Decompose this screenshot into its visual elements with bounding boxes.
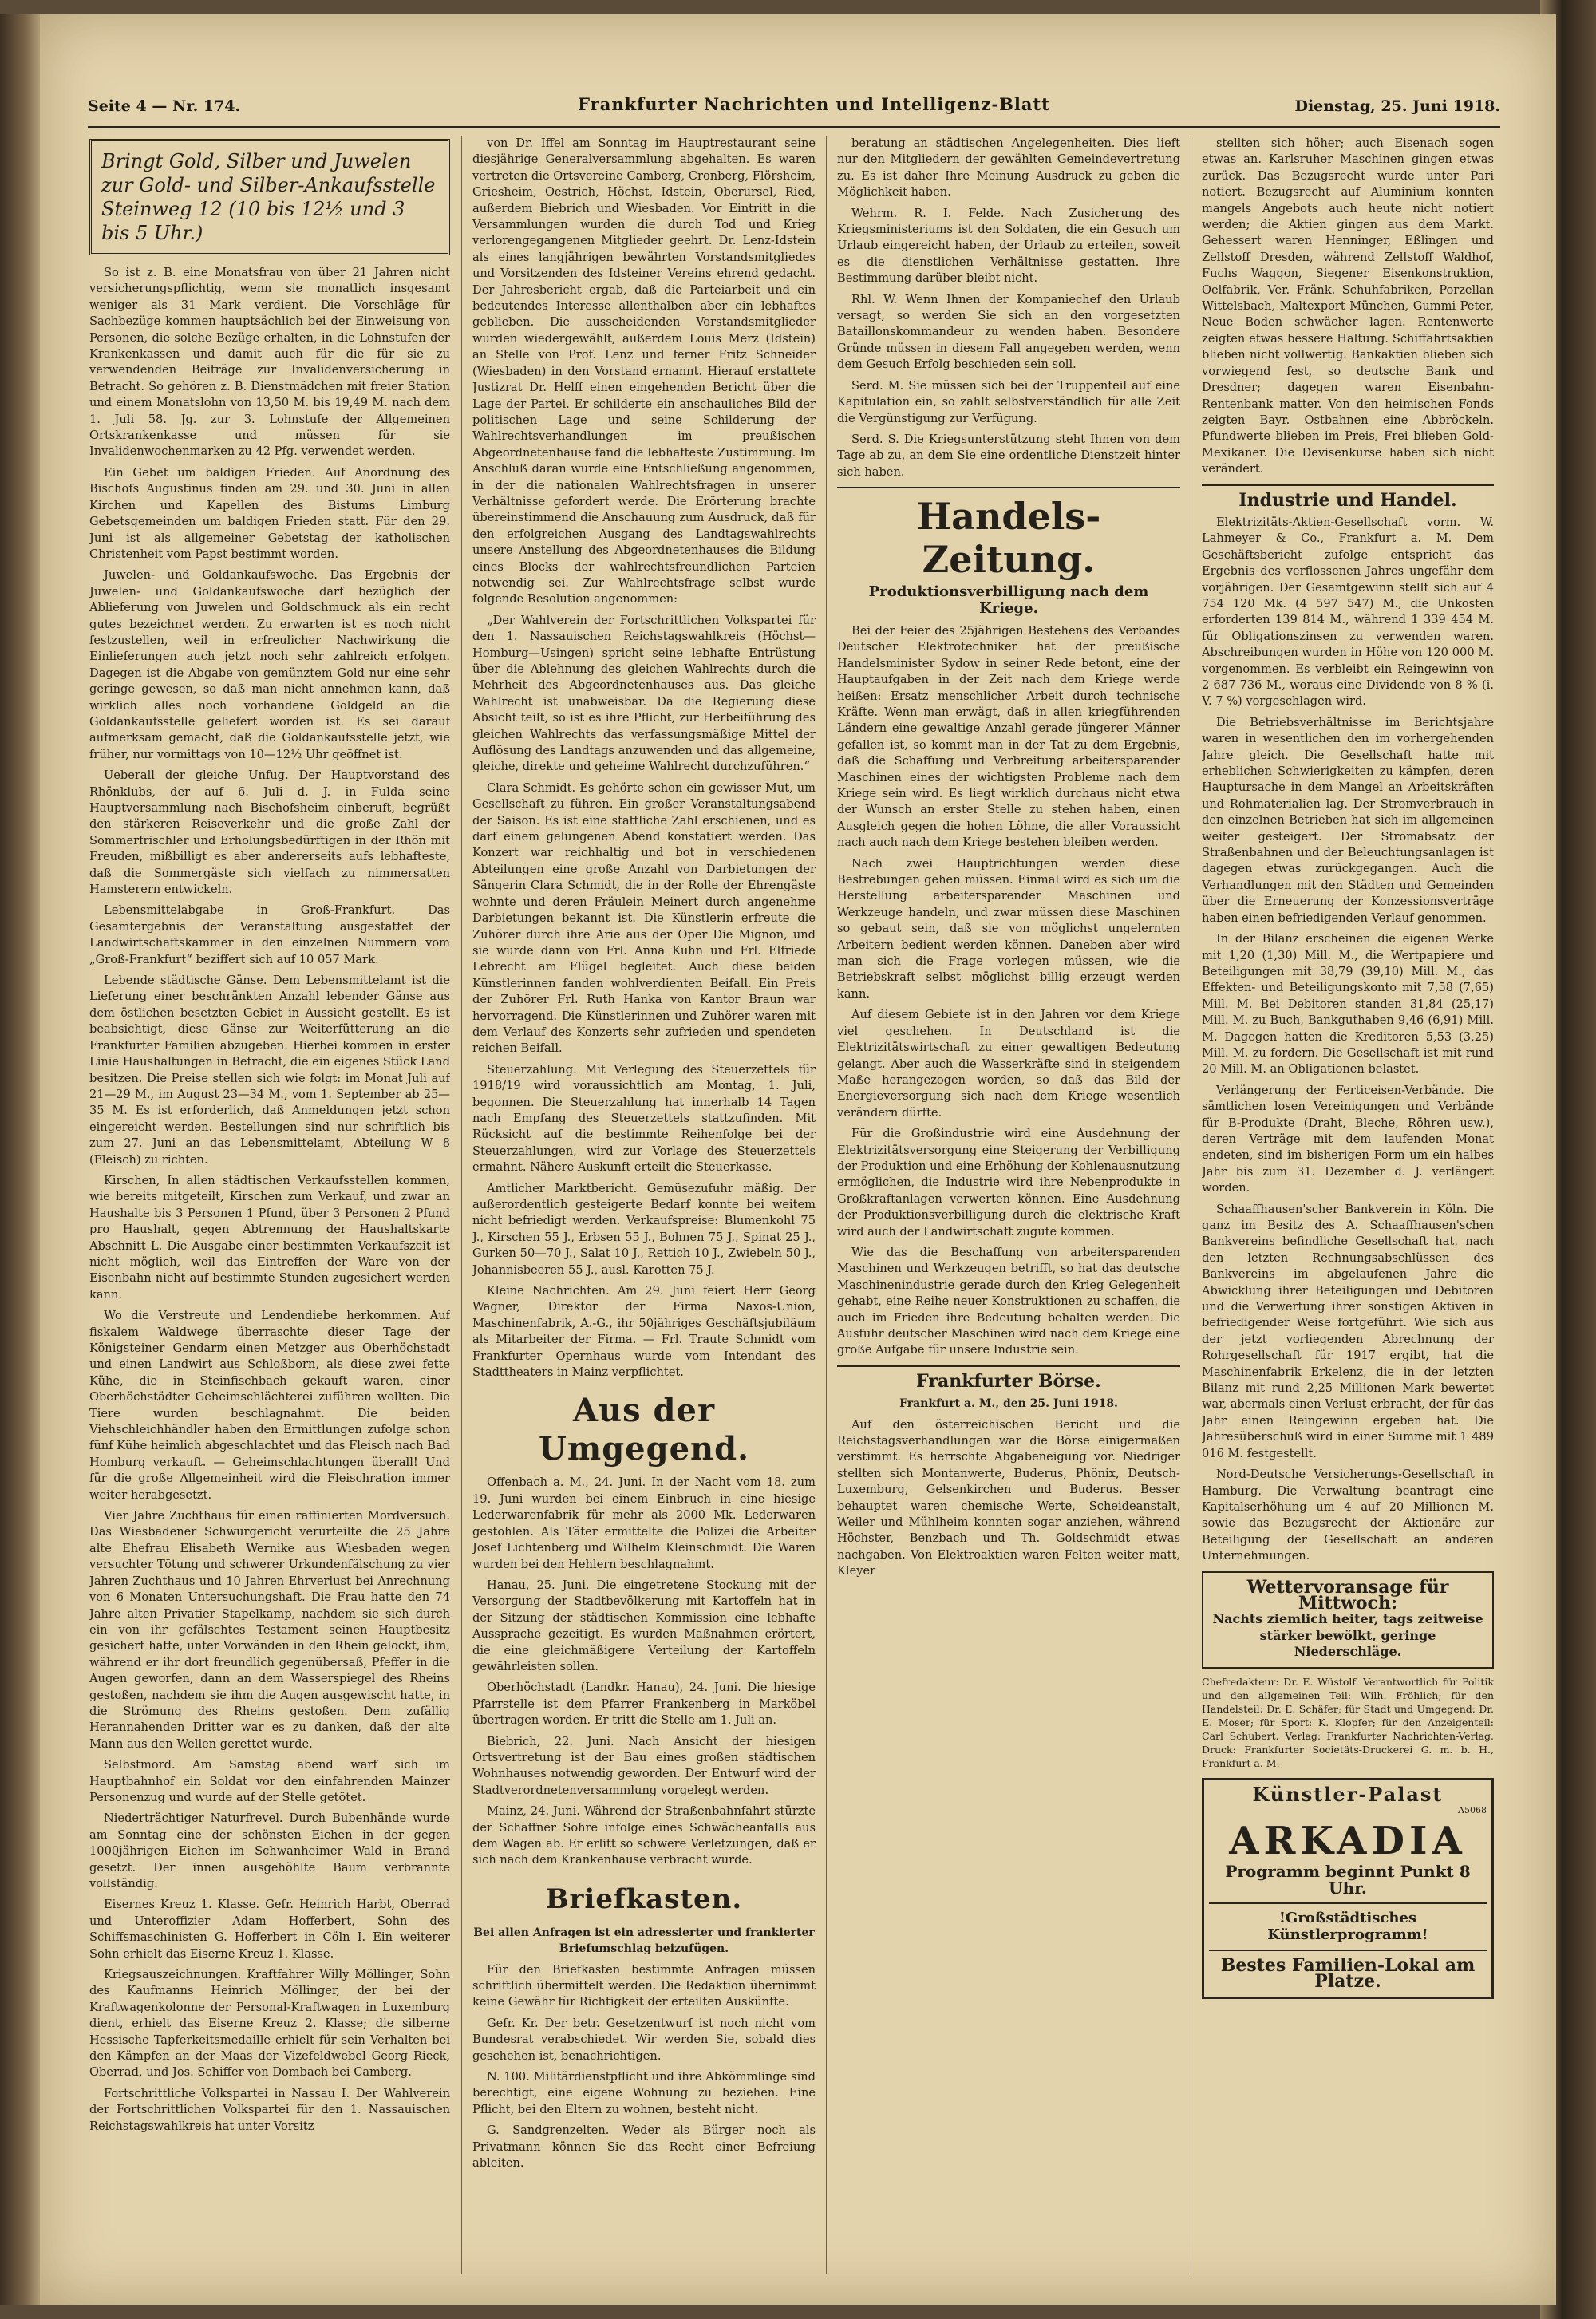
article-paragraph: stellten sich höher; auch Eisenach sogen etwas an. Karlsruher Maschinen gingen etwas zurück. Das Bezugsrecht wurde unter Pari notiert. Bezugsrecht auf Aluminium konnten mangels Angebots auch heute nicht notiert werden; die Aktien gingen aus dem Markt. Gehessert waren Henninger, Eßlingen und Zellstoff Dresden, während Zellstoff Waldhof, Fuchs Waggon, Siegener Eisenkonstruktion, Oelfabrik, Ver. Fränk. Schuhfabriken, Porzellan Wittelsbach, Maltexport München, Gummi Peter, Neue Boden schwächer lagen. Rentenwerte zeigten etwas bessere Haltung. Schiffahrtsaktien blieben nicht vollwertig. Bankaktien blieben sich vorwiegend fest, so deutsche Bank und Dresdner; dagegen waren Eisenbahn-Rentenbank matter. Von den heimischen Fonds zeigten Bayr. Ostbahnen eine Abbröckeln. Pfundwerte blieben im Preis, Frei blieben Gold-Mexikaner. Die Devisenkurse haben sich nicht verändert. — [1202, 136, 1494, 476]
briefkasten-entries — [472, 1962, 816, 2172]
article-paragraph: Selbstmord. Am Samstag abend warf sich im Hauptbahnhof ein Soldat vor den einfahrenden Mainzer Personenzug und wurde auf der Stelle getötet. — [89, 1758, 450, 1804]
article-paragraph: So ist z. B. eine Monatsfrau von über 21 Jahren nicht versicherungspflichtig, wenn sie monatlich insgesamt weniger als 31 Mark verdient. Die Vorschläge für Sachbezüge kommen hauptsächlich bei der Einweisung von Personen, die solche Bezüge erhalten, in die Lohnstufen der Krankenkassen und damit auch für die für sie zu verwendenden Beiträge zur Invalidenversicherung in Betracht. So gehören z. B. Dienstmädchen mit freier Station und einem Monatslohn von 13,50 M. bis 19,49 M. nach dem 1. Juli 58. Jg. zur 3. Lohnstufe der Allgemeinen Ortskrankenkasse und müssen für sie Invalidenwochenmarken zu 42 Pfg. verwendet werden. — [89, 266, 450, 459]
article-paragraph: Vier Jahre Zuchthaus für einen raffinierten Mordversuch. Das Wiesbadener Schwurgericht verurteilte die 25 Jahre alte Ehefrau Elisabeth Wernike aus Wiesbaden wegen versuchter Tötung und schwerer Urkundenfälschung zu vier Jahren Zuchthaus und 10 Jahren Ehrverlust bei Anrechnung von 6 Monaten Untersuchungshaft. Die Frau hatte den 74 Jahre alten Privatier Stapelkamp, nachdem sie sich durch ein von ihr gefälschtes Testament seinen Hauptbesitz gesichert hatte, unter Vorwänden in den Rhein gelockt, ihm, während er ihr dort freundlich gegenübersaß, Pfeffer in die Augen geworfen, dann an dem Wasserspiegel des Rheins gestoßen, nachdem sie ihm die Augen ausgewischt hatte, in die Strömung des Rheins gestoßen. Dem zufällig Herannahenden Dritter war es zu danken, daß der alte Mann aus den Wellen gerettet wurde. — [89, 1509, 450, 1751]
article-paragraph: Serd. M. Sie müssen sich bei der Truppenteil auf eine Kapitulation ein, so zahlt selbstverständlich für alle Zeit die Vergünstigung zur Verfügung. — [837, 378, 1180, 425]
arkadia-line4: !Großstädtisches Künstlerprogramm! — [1267, 1910, 1428, 1943]
article-paragraph: Für den Briefkasten bestimmte Anfragen müssen schriftlich übermittelt werden. Die Redaktion übernimmt keine Gewähr für Richtigkeit der erteilten Auskünfte. — [472, 1962, 816, 2009]
imprint: Chefredakteur: Dr. E. Wüstolf. Verantwortlich für Politik und den allgemeinen Teil: Wilh. Fröhlich; für den Handelsteil: Dr. E. Schäfer; für Stadt und Umgegend: Dr. E. Moser; für Sport: K. Klopfer; für den Anzeigenteil: Carl Schubert. Verlag: Frankfurter Nachrichten-Verlag. Druck: Frankfurter Societäts-Druckerei G. m. b. H., Frankfurt a. M. — [1202, 1675, 1494, 1769]
arkadia-program: Programm beginnt Punkt 8 Uhr. — [1225, 1862, 1471, 1898]
article-paragraph: Wo die Verstreute und Lendendiebe herkommen. Auf fiskalem Waldwege überraschte dieser Tage der Königsteiner Gendarm einen Metzger aus Oberhöchstadt und einen Landwirt aus Schloßborn, als diese zwei fette Kühe, die in Steinfischbach gekauft waren, einer Oberhöchstädter Geheimschlächterei zuführen wollten. Die Tiere wurden beschlagnahmt. Die beiden Viehschleichhändler haben den Ermittlungen zufolge schon fünf Kühe heimlich abgeschlachtet und das Fleisch nach Bad Homburg verkauft. — Geheimschlachtungen überall! Und für die große Allgemeinheit wird die Fleischration immer weiter herabgesetzt. — [89, 1309, 450, 1502]
article-paragraph: N. 100. Militärdienstpflicht und ihre Abkömmlinge sind berechtigt, eine eigene Wohnung zu beziehen. Eine Pflicht, bei den Eltern zu wohnen, besteht nicht. — [472, 2070, 816, 2116]
article-paragraph: Elektrizitäts-Aktien-Gesellschaft vorm. W. Lahmeyer & Co., Frankfurt a. M. Dem Geschäftsbericht zufolge entspricht das Ergebnis des verflossenen Jahres ungefähr dem vorjährigen. Der Gesamtgewinn stellt sich auf 4 754 120 Mk. (4 597 547) M., die Unkosten erforderten 139 814 M., während 1 339 454 M. für Obligationszinsen zu verwenden waren. Abschreibungen wurden in Höhe von 120 000 M. vorgenommen. Es verbleibt ein Reingewinn von 2 687 736 M., woraus eine Dividende von 8 % (i. V. 7 %) vorgeschlagen wird. — [1202, 515, 1494, 709]
article-paragraph: Rhl. W. Wenn Ihnen der Kompaniechef den Urlaub versagt, so werden Sie sich an den vorgesetzten Bataillonskommandeur zu wenden haben. Besondere Gründe müssen in diesem Fall angegeben werden, wenn dem Gesuch Erfolg beschieden sein soll. — [837, 292, 1180, 372]
page-header — [88, 94, 1500, 126]
gold-ad-text: Bringt Gold, Silber und Juwelen zur Gold- und Silber-Ankaufsstelle Steinweg 12 (10 bis 12½ und 3 bis 5 Uhr.) — [101, 150, 436, 244]
article-paragraph: Offenbach a. M., 24. Juni. In der Nacht vom 18. zum 19. Juni wurden bei einem Einbruch in eine hiesige Lederwarenfabrik für mehr als 2000 Mk. Lederwaren gestohlen. Als Täter ermittelte die Polizei die Arbeiter Josef Lichtenberg und Wilhelm Kleinschmidt. Die Waren wurden bei den Hehlern beschlagnahmt. — [472, 1476, 816, 1571]
column-2-articles-bottom — [472, 1475, 816, 1868]
column-3 — [837, 136, 1180, 2282]
divider — [837, 487, 1180, 488]
arkadia-line1: Künstler-Palast — [1252, 1782, 1444, 1806]
article-paragraph: von Dr. Iffel am Sonntag im Hauptrestaurant seine diesjährige Generalversammlung abgehalten. Es waren vertreten die Ortsvereine Camberg, Cronberg, Flörsheim, Griesheim, Oestrich, Höchst, Idstein, Oberursel, Ried, außerdem Biebrich und Wiesbaden. Vor Eintritt in die Versammlungen wurden die durch Tod und Krieg verlorengegangenen Mitglieder geehrt. Dr. Lenz-Idstein als eines langjährigen bewährten Vorstandsmitgliedes und Vorsitzenden des Idsteiner Vereins ehrend gedacht. Der Jahresbericht ergab, daß die Parteiarbeit und ein bedeutendes Interesse allenthalben aber ein lebhaftes geblieben. Die ausscheidenden Vorstandsmitglieder wurden wiedergewählt, außerdem Louis Merz (Idstein) an Stelle von Prof. Lenz und ferner Fritz Schneider (Wiesbaden) in den Vorstand ernannt. Hierauf erstattete Justizrat Dr. Helff einen eingehenden Bericht über die Lage der Partei. Er schilderte ein anschauliches Bild der politischen Lage und seine Schilderung der Wahlrechtsverhandlungen im preußischen Abgeordnetenhause fand die lebhafteste Zustimmung. Im Anschluß daran wurde eine Entschließung angenommen, in der die nationalen Wahlrechtsfragen in unserer Verhältnisse gefordert werde. Die Erörterung brachte übereinstimmend die Anschauung zum Ausdruck, daß für den erfolgreichen Ausgang des Landtagswahlrechts unsere Anstellung des Abgeordnetenhauses die Bildung eines Blocks der wahlrechtsfreundlichen Parteien notwendig sei. Zur Wahlrechtsfrage selbst wurde folgende Resolution angenommen: — [472, 136, 816, 606]
boerse-report — [837, 1417, 1180, 1580]
header-rule — [88, 126, 1500, 128]
article-paragraph: Amtlicher Marktbericht. Gemüsezufuhr mäßig. Der außerordentlich gesteigerte Bedarf konnte bei weitem nicht befriedigt werden. Verkaufspreise: Blumenkohl 75 J., Kirschen 55 J., Erbsen 55 J., Bohnen 75 J., Spinat 25 J., Gurken 50—70 J., Salat 10 J., Rettich 10 J., Zwiebeln 50 J., Johannisbeeren 55 J., ausl. Karotten 75 J. — [472, 1181, 816, 1277]
briefkasten-note: Bei allen Anfragen ist ein adressierter und frankierter Briefumschlag beizufügen. — [473, 1926, 815, 1956]
column-4-articles-mid — [1202, 515, 1494, 1462]
section-title-briefkasten: Briefkasten. — [545, 1882, 743, 1915]
article-paragraph: Mainz, 24. Juni. Während der Straßenbahnfahrt stürzte der Schaffner Sohre infolge eines Schwächeanfalls aus dem Wagen ab. Er erlitt so schwere Verletzungen, daß er sich nach dem Krankenhause verbracht wurde. — [472, 1804, 816, 1867]
article-paragraph: Kriegsauszeichnungen. Kraftfahrer Willy Möllinger, Sohn des Kaufmanns Heinrich Möllinger, der bei der Kraftwagenkolonne der Personal-Kraftwagen in Luxemburg dient, erhielt das Eiserne Kreuz 2. Klasse; die silberne Hessische Tapferkeitsmedaille erhielt für sein Verhalten bei den Kämpfen an der Maas der Vizefeldwebel Georg Rieck, Oberrad, und Jos. Schiffer von Dombach bei Camberg. — [89, 1968, 450, 2080]
article-paragraph: Verlängerung der Ferticeisen-Verbände. Die sämtlichen losen Vereinigungen und Verbände für B-Produkte (Draht, Bleche, Röhren usw.), deren Verträge mit dem laufenden Monat endeten, sind im bisherigen Form um ein halbes Jahr bis zum 31. Dezember d. J. verlängert worden. — [1202, 1083, 1494, 1195]
weather-forecast-box — [1202, 1571, 1494, 1669]
divider — [1209, 1950, 1487, 1951]
column-separator — [826, 136, 827, 2274]
article-paragraph: Kleine Nachrichten. Am 29. Juni feiert Herr Georg Wagner, Direktor der Firma Naxos-Union, Maschinenfabrik, A.-G., ihr 50jähriges Geschäftsjubiläum als Mitarbeiter der Firma. — Frl. Traute Schmidt vom Frankfurter Opernhaus wurde vom Intendant des Stadttheaters in Mainz verpflichtet. — [472, 1284, 816, 1380]
column-4-articles-top — [1202, 136, 1494, 478]
weather-text: Nachts ziemlich heiter, tags zeitweise stärker bewölkt, geringe Niederschläge. — [1212, 1611, 1483, 1660]
article-paragraph: Juwelen- und Goldankaufswoche. Das Ergebnis der Juwelen- und Goldankaufswoche darf bezüglich der Ablieferung von Juwelen und Goldschmuck als ein recht gutes bezeichnet werden. Zu erwarten ist es noch nicht festzustellen, weil in erfreulicher Nachwirkung die Einlieferungen auch jetzt noch sehr zahlreich erfolgen. Dagegen ist die Abgabe von gemünztem Gold nur eine sehr geringe gewesen, so daß man nicht annehmen kann, daß wirklich alles noch vorhandene Goldgeld an die Goldankaufsstelle geliefert worden ist. Es sei darauf aufmerksam gemacht, daß die Goldankaufsstelle jetzt, wie früher, nur vormittags von 10—12½ Uhr geöffnet ist. — [89, 568, 450, 761]
article-paragraph: Hanau, 25. Juni. Die eingetretene Stockung mit der Versorgung der Stadtbevölkerung mit Kartoffeln hat in der Sitzung der städtischen Kommission eine lebhafte Aussprache gezeitigt. Es wurden Maßnahmen erörtert, die eine gleichmäßigere Verteilung der Kartoffeln gewährleisten sollen. — [472, 1578, 816, 1673]
article-paragraph: Wehrm. R. I. Felde. Nach Zusicherung des Kriegsministeriums ist den Soldaten, die ein Gesuch um Urlaub eingereicht haben, der Urlaub zu erteilen, soweit es die dienstlichen Verhältnisse gestatten. Ihre Bestimmung darüber bleibt nicht. — [837, 206, 1180, 286]
boerse-date: Frankfurt a. M., den 25. Juni 1918. — [899, 1397, 1118, 1411]
section-title-handels-zeitung: Handels-Zeitung. — [916, 495, 1101, 582]
article-paragraph: Schaaffhausen'scher Bankverein in Köln. Die ganz im Besitz des A. Schaaffhausen'schen Bankvereins befindliche Gesellschaft hat, nach den letzten Rechnungsabschlüssen des Bankvereins im abgelaufenen Jahre die Abwicklung ihrer Beteiligungen und Debitoren und die Verwertung ihrer sonstigen Aktiven in befriedigender Weise fortgeführt. Wie sich aus der jetzt vorliegenden Abrechnung der Rohrgesellschaft für 1917 ergibt, hat die Maschinenfabrik Erkelenz, die in der letzten Bilanz mit rund 2,25 Millionen Mark bewertet war, abermals einen Verlust erbracht, der für das Jahr einen Reingewinn ergeben hat. Die Jahresüberschuß wird in einer Summe mit 1 489 016 M. festgestellt. — [1202, 1202, 1494, 1460]
column-1-articles — [89, 265, 450, 2135]
column-1 — [89, 136, 450, 2282]
column-4-articles-low — [1202, 1467, 1494, 1564]
masthead-title: Frankfurter Nachrichten und Intelligenz-Blatt — [578, 94, 1050, 114]
article-paragraph: Die Betriebsverhältnisse im Berichtsjahre waren in wesentlichen den im vorhergehenden Jahre gleich. Die Gesellschaft hatte mit erheblichen Schwierigkeiten zu kämpfen, deren Hauptursache in dem Mangel an Arbeitskräften und Rohmaterialien lag. Der Stromverbrauch in den einzelnen Betrieben hat sich im allgemeinen weiter gesteigert. Der Stromabsatz der Straßenbahnen und der Beleuchtungsanlagen ist dagegen etwas zurückgegangen. Auch die Verhandlungen mit den Städten und Gemeinden über die Erneuerung der Konzessionsverträge haben einen befriedigenden Verlauf genommen. — [1202, 715, 1494, 925]
weather-title: Wettervoransage für Mittwoch: — [1246, 1576, 1449, 1614]
arkadia-name: ARKADIA — [1229, 1819, 1467, 1864]
article-paragraph: Wie das die Beschaffung von arbeitersparenden Maschinen und Werkzeugen betrifft, so hat das deutsche Maschinenindustrie gerade durch den Krieg Gelegenheit gehabt, eine Reihe neuer Konstruktionen zu schaffen, die auch im Frieden ihre Bedeutung behalten werden. Die Ausfuhr deutscher Maschinen wird nach dem Kriege eine große Aufgabe für unsere Industrie sein. — [837, 1245, 1180, 1357]
article-paragraph: beratung an städtischen Angelegenheiten. Dies lieft nur den Mitgliedern der gewählten Gemeindevertretung zu. Es ist daher Ihre Meinung Ausdruck zu geben die Möglichkeit haben. — [837, 136, 1180, 200]
article-paragraph: Serd. S. Die Kriegsunterstützung steht Ihnen von dem Tage ab zu, an dem Sie eine ordentliche Dienstzeit hinter sich haben. — [837, 432, 1180, 479]
column-3-articles-mid — [837, 623, 1180, 1359]
issue-date: Dienstag, 25. Juni 1918. — [1294, 97, 1500, 115]
article-headline: Produktionsverbilligung nach dem Kriege. — [868, 583, 1149, 617]
article-paragraph: Fortschrittliche Volkspartei in Nassau I. Der Wahlverein der Fortschrittlichen Volkspartei für den 1. Nassauischen Reichstagswahlkreis hat unter Vorsitz — [89, 2086, 450, 2133]
article-paragraph: Nach zwei Hauptrichtungen werden diese Bestrebungen gehen müssen. Einmal wird es sich um die Herstellung arbeitersparender Maschinen und Werkzeuge handeln, und zwar müssen diese Maschinen so gebaut sein, daß sie von möglichst ungelernten Arbeitern bedient werden können. Daneben aber wird man sich die Frage vorlegen müssen, wie die Betriebskraft selbst möglichst billig erzeugt werden kann. — [837, 856, 1180, 1001]
column-separator — [461, 136, 462, 2274]
article-paragraph: Lebende städtische Gänse. Dem Lebensmittelamt ist die Lieferung einer beschränkten Anzahl lebender Gänse aus dem östlichen besetzten Gebiet in Aussicht gestellt. Es ist beabsichtigt, diese Gänse zur Weiterfütterung an die Frankfurter Familien abzugeben. Hierbei kommen in erster Linie Haushaltungen in Betracht, die ein eigenes Stück Land besitzen. Die Preise stellen sich wie folgt: im Monat Juli auf 21—29 M., im August 23—34 M., vom 1. September ab 25—35 M. Es ist erforderlich, daß Anmeldungen jetzt schon eingereicht werden. Bestellungen sind nur schriftlich bis zum 27. Juni an das Lebensmittelamt, Abteilung W 8 (Fleisch) zu richten. — [89, 974, 450, 1167]
article-paragraph: Kirschen, In allen städtischen Verkaufsstellen kommen, wie bereits mitgeteilt, Kirschen zum Verkauf, und zwar an Haushalte bis 3 Personen 1 Pfund, über 3 Personen 2 Pfund pro Haushalt, gegen Abtrennung der Haushaltskarte Abschnitt L. Die Ausgabe einer bestimmten Verkaufszeit ist nicht möglich, weil das Eintreffen der Ware von der Eisenbahn nicht auf bestimmte Stunden zugesichert werden kann. — [89, 1173, 450, 1302]
article-paragraph: Ein Gebet um baldigen Frieden. Auf Anordnung des Bischofs Augustinus finden am 29. und 30. Juni in allen Kirchen und Kapellen des Bistums Limburg Gebetsgemeinden um baldigen Frieden statt. Für den 29. Juni ist als allgemeiner Gebetstag der katholischen Christenheit vom Papst bestimmt worden. — [89, 465, 450, 561]
divider — [1202, 484, 1494, 486]
article-paragraph: Biebrich, 22. Juni. Nach Ansicht der hiesigen Ortsvertretung ist der Bau eines großen städtischen Wohnhauses notwendig geworden. Der Entwurf wird der Stadtverordnetenversammlung vorgelegt werden. — [472, 1734, 816, 1797]
article-paragraph: Bei der Feier des 25jährigen Bestehens des Verbandes Deutscher Elektrotechniker hat der preußische Handelsminister Sydow in seiner Rede betont, eine der Hauptaufgaben in der Zeit nach dem Kriege werde heißen: Ersatz menschlicher Arbeit durch technische Kräfte. Wenn man erwägt, daß in allen kriegführenden Ländern eine gewaltige Anzahl gerade jüngerer Männer gefallen ist, so kommt man in der Tat zu dem Ergebnis, daß die Schaffung und Verbreitung arbeitersparender Maschinen eines der wichtigsten Probleme nach dem Kriege sein wird. Es liegt wirklich durchaus nicht etwa der Wunsch an erster Stelle zu stehen haben, einen Ausgleich gegen die hohen Löhne, die aller Voraussicht nach auch nach dem Kriege bestehen bleiben werden. — [837, 623, 1180, 850]
article-paragraph: Nord-Deutsche Versicherungs-Gesellschaft in Hamburg. Die Verwaltung beantragt eine Kapitalserhöhung um 4 auf 20 Millionen M. sowie das Bezugsrecht der Aktionäre zur Beteiligung der Gesellschaft an anderen Unternehmungen. — [1202, 1468, 1494, 1563]
column-2 — [472, 136, 816, 2282]
column-3-articles-top — [837, 136, 1180, 480]
arkadia-ad — [1202, 1778, 1494, 1999]
gold-ad-box — [89, 139, 450, 255]
article-paragraph: Niederträchtiger Naturfrevel. Durch Bubenhände wurde am Sonntag eine der schönsten Eichen in der gegen 1000jährigen Eichen im Schwanheimer Wald in Brand gesetzt. Der innen ausgehöhlte Baum verbrannte vollständig. — [89, 1811, 450, 1890]
article-paragraph: Oberhöchstadt (Landkr. Hanau), 24. Juni. Die hiesige Pfarrstelle ist dem Pfarrer Frankenberg in Marköbel übertragen worden. Er tritt die Stelle am 1. Juli an. — [472, 1681, 816, 1728]
column-2-articles-top — [472, 136, 816, 1381]
article-paragraph: Gefr. Kr. Der betr. Gesetzentwurf ist noch nicht vom Bundesrat verabschiedet. Wir werden Sie, sobald dies geschehen ist, benachrichtigen. — [472, 2016, 816, 2063]
section-title-industrie: Industrie und Handel. — [1238, 489, 1457, 511]
section-title-umgegend: Aus der Umgegend. — [538, 1392, 750, 1468]
divider — [1209, 1902, 1487, 1904]
article-paragraph: Ueberall der gleiche Unfug. Der Hauptvorstand des Rhönklubs, der auf 6. Juli d. J. in Fulda seine Hauptversammlung nach Bischofsheim einberuft, begrüßt den stärkeren Reiseverkehr und die große Zahl der Sommerfrischler und Erholungsbedürftigen in der Rhön mit Freuden, mißbilligt es aber andererseits aufs lebhafteste, daß die Sommergäste sich vielfach zu nimmersatten Hamsterern entwickeln. — [89, 768, 450, 897]
article-paragraph: Für die Großindustrie wird eine Ausdehnung der Elektrizitätsversorgung eine Steigerung der Verbilligung der Produktion und eine Erhöhung der Kohlenausnutzung ermöglichen, die Industrie wird ihre Nebenprodukte in Großkraftanlagen verwerten können. Eine Ausdehnung der Produktionsverbilligung durch die elektrische Kraft wird auch der Landwirtschaft zugute kommen. — [837, 1127, 1180, 1239]
article-paragraph: „Der Wahlverein der Fortschrittlichen Volkspartei für den 1. Nassauischen Reichstagswahlkreis (Höchst—Homburg—Usingen) spricht seine lebhafte Entrüstung über die Ablehnung des gleichen Wahlrechts durch die Mehrheit des Abgeordnetenhauses aus. Das gleiche Wahlrecht ist unabweisbar. Da die Regierung diese Absicht teilt, so ist es ihre Pflicht, zur Herbeiführung des gleichen Wahlrechts das verfassungsmäßige Mittel der Auflösung des Landtags anzuwenden und das allgemeine, gleiche, direkte und geheime Wahlrecht durchzuführen.“ — [472, 613, 816, 774]
article-paragraph: Auf den österreichischen Bericht und die Reichstagsverhandlungen war die Börse einigermaßen verstimmt. Es herrschte Abgabeneigung vor. Niedriger stellten sich Montanwerte, Buderus, Phönix, Deutsch-Luxemburg, Gelsenkirchen und Buderus. Besser behauptet waren chemische Werte, Scheideanstalt, Weiler und Mühlheim konnten sogar anziehen, während Höchster, Benzbach und Th. Goldschmidt etwas nachgaben. Von Elektroaktien waren Felten weiter matt, Kleyer — [837, 1417, 1180, 1578]
article-paragraph: Steuerzahlung. Mit Verlegung des Steuerzettels für 1918/19 wird voraussichtlich am Montag, 1. Juli, begonnen. Die Steuerzahlung hat innerhalb 14 Tagen nach Empfang des Steuerzettels stattzufinden. Mit Rücksicht auf die bestimmte Reihenfolge bei der Steuerzahlungen, wird zur Vorlage des Steuerzettels ermahnt. Nähere Auskunft erteilt die Steuerkasse. — [472, 1062, 816, 1175]
column-4 — [1202, 136, 1494, 2282]
article-paragraph: In der Bilanz erscheinen die eigenen Werke mit 1,20 (1,30) Mill. M., die Wertpapiere und Beteiligungen mit 38,79 (39,10) Mill. M., das Effekten- und Beteiligungskonto mit 7,58 (7,65) Mill. M. Bei Debitoren standen 31,84 (25,17) Mill. M. zu Buch, Bankguthaben 9,46 (6,91) Mill. M. Dagegen hatten die Kreditoren 5,53 (3,25) Mill. M. zu fordern. Die Gesellschaft ist mit rund 20 Mill. M. an Obligationen belastet. — [1202, 932, 1494, 1077]
arkadia-code: A5068 — [1458, 1804, 1487, 1815]
article-paragraph: Clara Schmidt. Es gehörte schon ein gewisser Mut, um Gesellschaft zu führen. Ein großer Veranstaltungsabend der Saison. Es ist eine stattliche Zahl erschienen, und es darf einem gelungenen Abend konstatiert werden. Das Konzert war reichhaltig und bot in verschiedenen Abteilungen eine große Anzahl von Darbietungen der Sängerin Clara Schmidt, die in der Rolle der Ehrengäste wohnte und deren Fräulein Meinert durch angenehme Darbietungen bekannt ist. Die Künstlerin erfreute die Zuhörer durch ihre Arie aus der Oper Die Mignon, und sie wurde dann von Frl. Anna Kuhn und Frl. Elfriede Lebrecht am Flügel begleitet. Auch diese beiden Künstlerinnen fanden wohlverdienten Beifall. Ein Preis der Zuhörer Frl. Ruth Hanka von Kantor Braun war hervorragend. Die Künstlerinnen und Zuhörer waren mit dem Verlauf des Konzerts sehr zufrieden und spendeten reichen Beifall. — [472, 780, 816, 1056]
arkadia-line5: Bestes Familien-Lokal am Platze. — [1220, 1955, 1476, 1993]
article-paragraph: G. Sandgrenzelten. Weder als Bürger noch als Privatmann können Sie das Recht einer Befreiung ableiten. — [472, 2123, 816, 2171]
divider — [837, 1365, 1180, 1367]
article-paragraph: Lebensmittelabgabe in Groß-Frankfurt. Das Gesamtergebnis der Veranstaltung ausgestattet der Landwirtschaftskammer in den einzelnen Nummern vom „Groß-Frankfurt“ beziffert sich auf 10 057 Mark. — [89, 903, 450, 966]
article-paragraph: Auf diesem Gebiete ist in den Jahren vor dem Kriege viel geschehen. In Deutschland ist die Elektrizitätswirtschaft zu einer gewaltigen Bedeutung gelangt. Aber auch die Wasserkräfte sind in steigendem Maße herangezogen worden, so daß das Bild der Energieversorgung sich nach dem Kriege wesentlich verändern dürfte. — [837, 1008, 1180, 1120]
boerse-title: Frankfurter Börse. — [916, 1370, 1101, 1392]
article-paragraph: Eisernes Kreuz 1. Klasse. Gefr. Heinrich Harbt, Oberrad und Unteroffizier Adam Hofferbert, Sohn des Schiffsmaschinisten G. Hofferbert in Cöln I. Ein weiterer Sohn erhielt das Eiserne Kreuz 1. Klasse. — [89, 1898, 450, 1961]
page-number: Seite 4 — Nr. 174. — [88, 97, 241, 115]
